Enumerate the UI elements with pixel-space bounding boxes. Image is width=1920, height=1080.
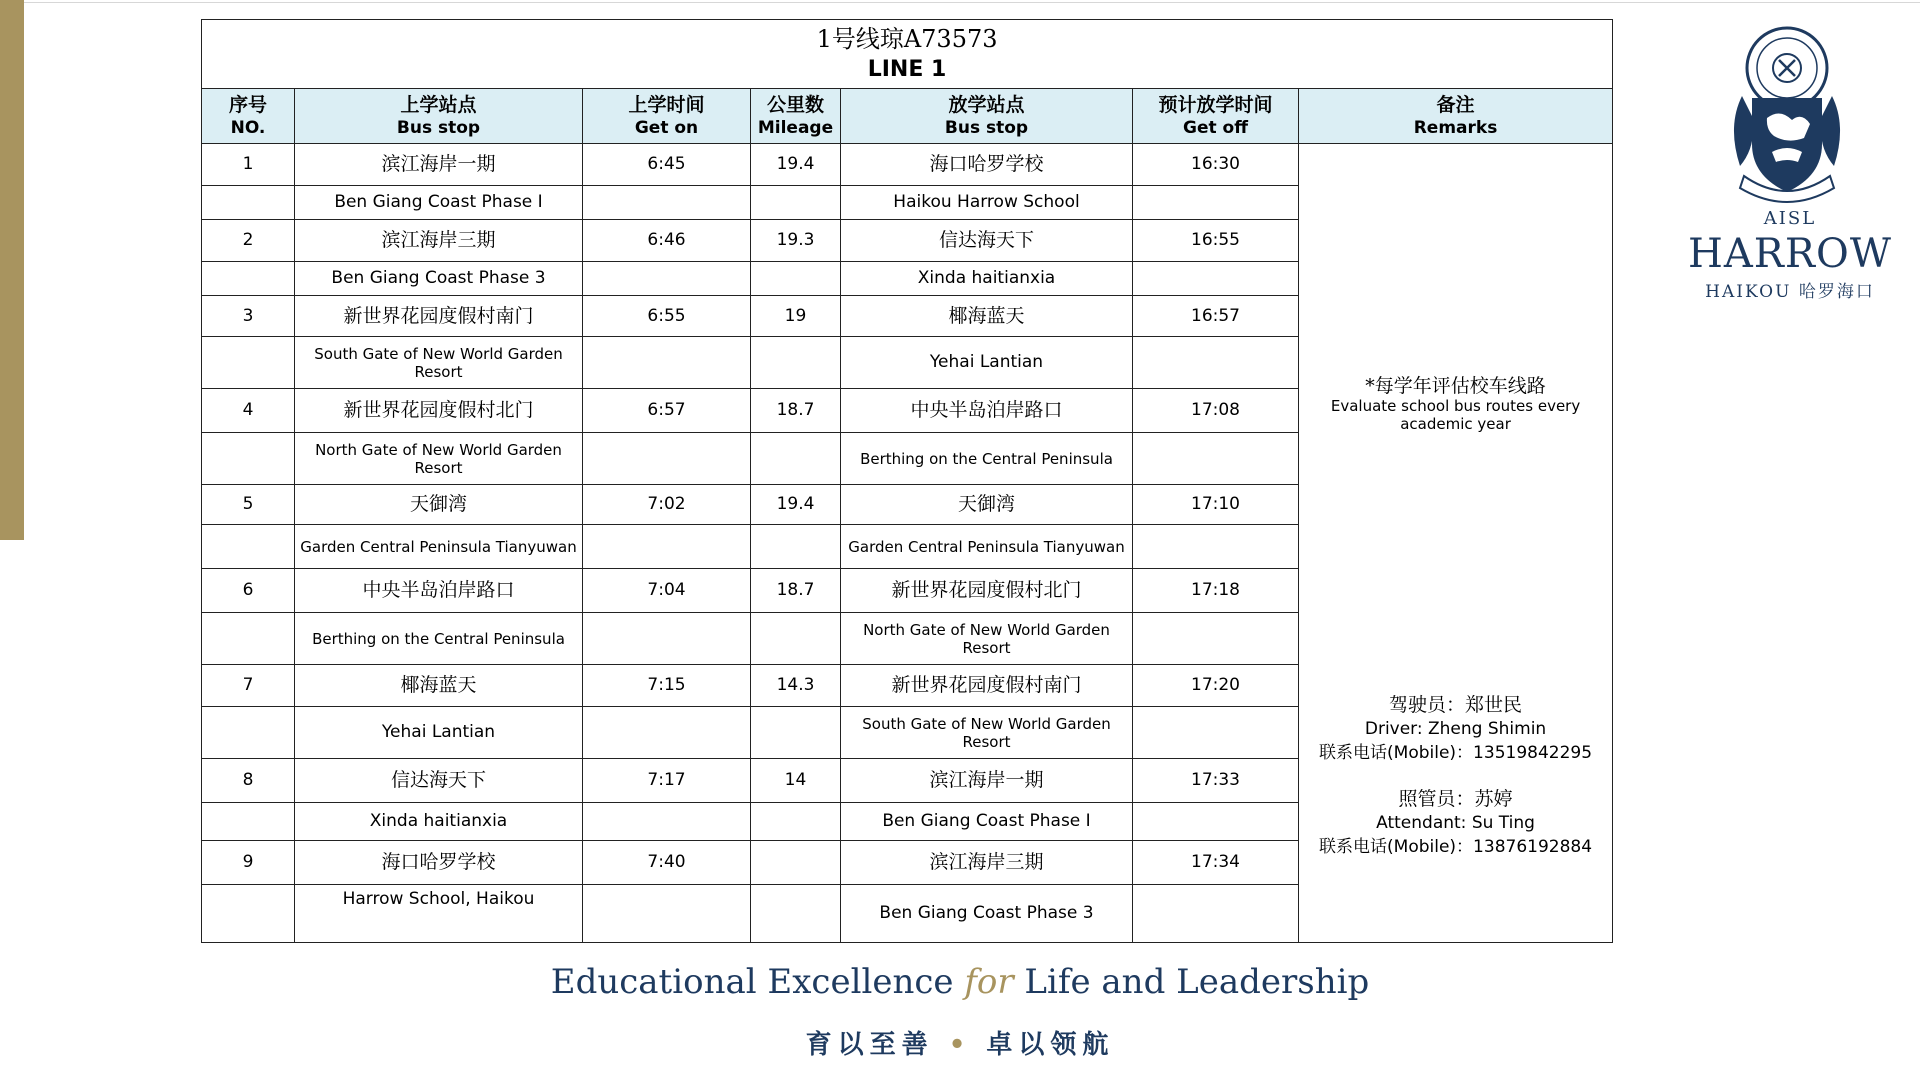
header-remarks xyxy=(1299,89,1613,144)
header-get-off xyxy=(1133,89,1299,144)
pm-stop-en: Berthing on the Central Peninsula xyxy=(841,433,1133,485)
remarks-note-cn: *每学年评估校车线路 xyxy=(1365,374,1546,397)
header-bus-stop-am-cn: 上学站点 xyxy=(400,94,477,116)
header-get-on xyxy=(583,89,751,144)
header-mileage xyxy=(751,89,841,144)
header-get-on-en: Get on xyxy=(634,118,699,138)
header-remarks-en: Remarks xyxy=(1413,118,1498,138)
pm-stop-en: Xinda haitianxia xyxy=(841,262,1133,296)
pm-stop-cn: 新世界花园度假村南门 xyxy=(841,665,1133,707)
get-on-time: 6:46 xyxy=(583,220,751,262)
am-stop-cn: 椰海蓝天 xyxy=(295,665,583,707)
stop-number: 3 xyxy=(202,296,295,337)
am-stop-en: Berthing on the Central Peninsula xyxy=(295,613,583,665)
am-stop-cn: 滨江海岸三期 xyxy=(295,220,583,262)
get-off-time: 16:55 xyxy=(1133,220,1299,262)
header-bus-stop-pm-en: Bus stop xyxy=(944,118,1029,138)
side-accent-stripe xyxy=(0,0,24,540)
pm-stop-en: Haikou Harrow School xyxy=(841,186,1133,220)
stop-number: 9 xyxy=(202,841,295,885)
mileage-value: 19 xyxy=(751,296,841,337)
get-off-time: 16:30 xyxy=(1133,144,1299,186)
header-get-off-cn: 预计放学时间 xyxy=(1158,94,1273,116)
mileage-value: 14 xyxy=(751,759,841,803)
top-divider xyxy=(24,2,1920,3)
get-off-time: 16:57 xyxy=(1133,296,1299,337)
get-off-time: 17:33 xyxy=(1133,759,1299,803)
bus-schedule-table xyxy=(201,19,1613,943)
title-chinese: 1号线琼A73573 xyxy=(816,25,998,53)
pm-stop-cn: 椰海蓝天 xyxy=(841,296,1133,337)
harrow-crest-icon xyxy=(1722,16,1852,212)
pm-stop-cn: 中央半岛泊岸路口 xyxy=(841,389,1133,433)
am-stop-en: Yehai Lantian xyxy=(295,707,583,759)
get-on-time: 7:17 xyxy=(583,759,751,803)
motto-cn-part2: 卓以领航 xyxy=(986,1030,1115,1060)
get-on-time: 6:45 xyxy=(583,144,751,186)
get-off-time: 17:34 xyxy=(1133,841,1299,885)
stop-number: 4 xyxy=(202,389,295,433)
attendant-cn: 照管员：苏婷 xyxy=(1398,788,1513,811)
driver-cn: 驾驶员：郑世民 xyxy=(1389,694,1523,717)
mileage-value: 14.3 xyxy=(751,665,841,707)
get-on-time: 7:02 xyxy=(583,485,751,525)
pm-stop-cn: 滨江海岸三期 xyxy=(841,841,1133,885)
get-off-time: 17:08 xyxy=(1133,389,1299,433)
driver-en: Driver: Zheng Shimin xyxy=(1364,719,1547,740)
am-stop-en: Harrow School, Haikou xyxy=(295,885,583,943)
motto-en-for: for xyxy=(964,962,1014,1002)
pm-stop-cn: 海口哈罗学校 xyxy=(841,144,1133,186)
pm-stop-en: North Gate of New World Garden Resort xyxy=(841,613,1133,665)
header-bus-stop-am xyxy=(295,89,583,144)
stop-number: 8 xyxy=(202,759,295,803)
title-english: LINE 1 xyxy=(867,57,947,82)
header-no-en: NO. xyxy=(230,118,266,138)
motto-chinese xyxy=(0,1024,1920,1061)
am-stop-cn: 新世界花园度假村南门 xyxy=(295,296,583,337)
motto-cn-dot: • xyxy=(948,1030,972,1060)
header-mileage-en: Mileage xyxy=(757,118,834,138)
am-stop-en: Xinda haitianxia xyxy=(295,803,583,841)
mileage-value: 18.7 xyxy=(751,569,841,613)
pm-stop-en: Ben Giang Coast Phase I xyxy=(841,803,1133,841)
pm-stop-en: Garden Central Peninsula Tianyuwan xyxy=(841,525,1133,569)
get-on-time: 6:55 xyxy=(583,296,751,337)
am-stop-en: North Gate of New World Garden Resort xyxy=(295,433,583,485)
remarks-contacts xyxy=(1303,693,1608,859)
header-bus-stop-pm xyxy=(841,89,1133,144)
driver-mobile: 联系电话(Mobile)：13519842295 xyxy=(1319,743,1593,764)
pm-stop-en: South Gate of New World Garden Resort xyxy=(841,707,1133,759)
remarks-note xyxy=(1303,375,1608,434)
brand-harrow: HARROW xyxy=(1688,231,1892,277)
attendant-mobile: 联系电话(Mobile)：13876192884 xyxy=(1319,837,1593,858)
stop-number: 5 xyxy=(202,485,295,525)
header-bus-stop-pm-cn: 放学站点 xyxy=(948,94,1025,116)
am-stop-cn: 滨江海岸一期 xyxy=(295,144,583,186)
stop-number: 7 xyxy=(202,665,295,707)
pm-stop-cn: 新世界花园度假村北门 xyxy=(841,569,1133,613)
am-stop-cn: 新世界花园度假村北门 xyxy=(295,389,583,433)
stop-number: 1 xyxy=(202,144,295,186)
pm-stop-en: Ben Giang Coast Phase 3 xyxy=(841,885,1133,943)
get-on-time: 7:15 xyxy=(583,665,751,707)
table-title xyxy=(202,20,1613,89)
brand-haikou: HAIKOU 哈罗海口 xyxy=(1705,282,1875,302)
header-get-on-cn: 上学时间 xyxy=(628,94,705,116)
get-on-time: 6:57 xyxy=(583,389,751,433)
am-stop-en: Garden Central Peninsula Tianyuwan xyxy=(295,525,583,569)
harrow-logo xyxy=(1680,208,1900,306)
header-get-off-en: Get off xyxy=(1183,118,1248,138)
am-stop-cn: 天御湾 xyxy=(295,485,583,525)
get-off-time: 17:20 xyxy=(1133,665,1299,707)
am-stop-cn: 中央半岛泊岸路口 xyxy=(295,569,583,613)
remarks-cell xyxy=(1299,144,1613,943)
am-stop-cn: 海口哈罗学校 xyxy=(295,841,583,885)
motto-english xyxy=(0,960,1920,1004)
get-on-time: 7:04 xyxy=(583,569,751,613)
motto-en-part1: Educational Excellence xyxy=(550,962,965,1002)
am-stop-en: Ben Giang Coast Phase I xyxy=(295,186,583,220)
pm-stop-en: Yehai Lantian xyxy=(841,337,1133,389)
am-stop-en: Ben Giang Coast Phase 3 xyxy=(295,262,583,296)
stop-number: 6 xyxy=(202,569,295,613)
motto-en-part2: Life and Leadership xyxy=(1013,962,1370,1002)
pm-stop-cn: 天御湾 xyxy=(841,485,1133,525)
header-no xyxy=(202,89,295,144)
header-remarks-cn: 备注 xyxy=(1436,94,1475,116)
stop-number: 2 xyxy=(202,220,295,262)
brand-aisl: AISL xyxy=(1763,208,1817,229)
am-stop-cn: 信达海天下 xyxy=(295,759,583,803)
get-off-time: 17:10 xyxy=(1133,485,1299,525)
motto-cn-part1: 育以至善 xyxy=(805,1030,934,1060)
pm-stop-cn: 滨江海岸一期 xyxy=(841,759,1133,803)
table-row xyxy=(202,144,1613,186)
am-stop-en: South Gate of New World Garden Resort xyxy=(295,337,583,389)
attendant-en: Attendant: Su Ting xyxy=(1376,813,1535,834)
get-off-time: 17:18 xyxy=(1133,569,1299,613)
mileage-value: 19.3 xyxy=(751,220,841,262)
remarks-note-en: Evaluate school bus routes every academic year xyxy=(1330,397,1581,434)
mileage-value: 18.7 xyxy=(751,389,841,433)
header-bus-stop-am-en: Bus stop xyxy=(396,118,481,138)
header-mileage-cn: 公里数 xyxy=(766,94,824,116)
mileage-value: 19.4 xyxy=(751,485,841,525)
get-on-time: 7:40 xyxy=(583,841,751,885)
mileage-value: 19.4 xyxy=(751,144,841,186)
header-no-cn: 序号 xyxy=(228,94,267,116)
mileage-value xyxy=(751,841,841,885)
school-motto xyxy=(0,960,1920,1061)
pm-stop-cn: 信达海天下 xyxy=(841,220,1133,262)
